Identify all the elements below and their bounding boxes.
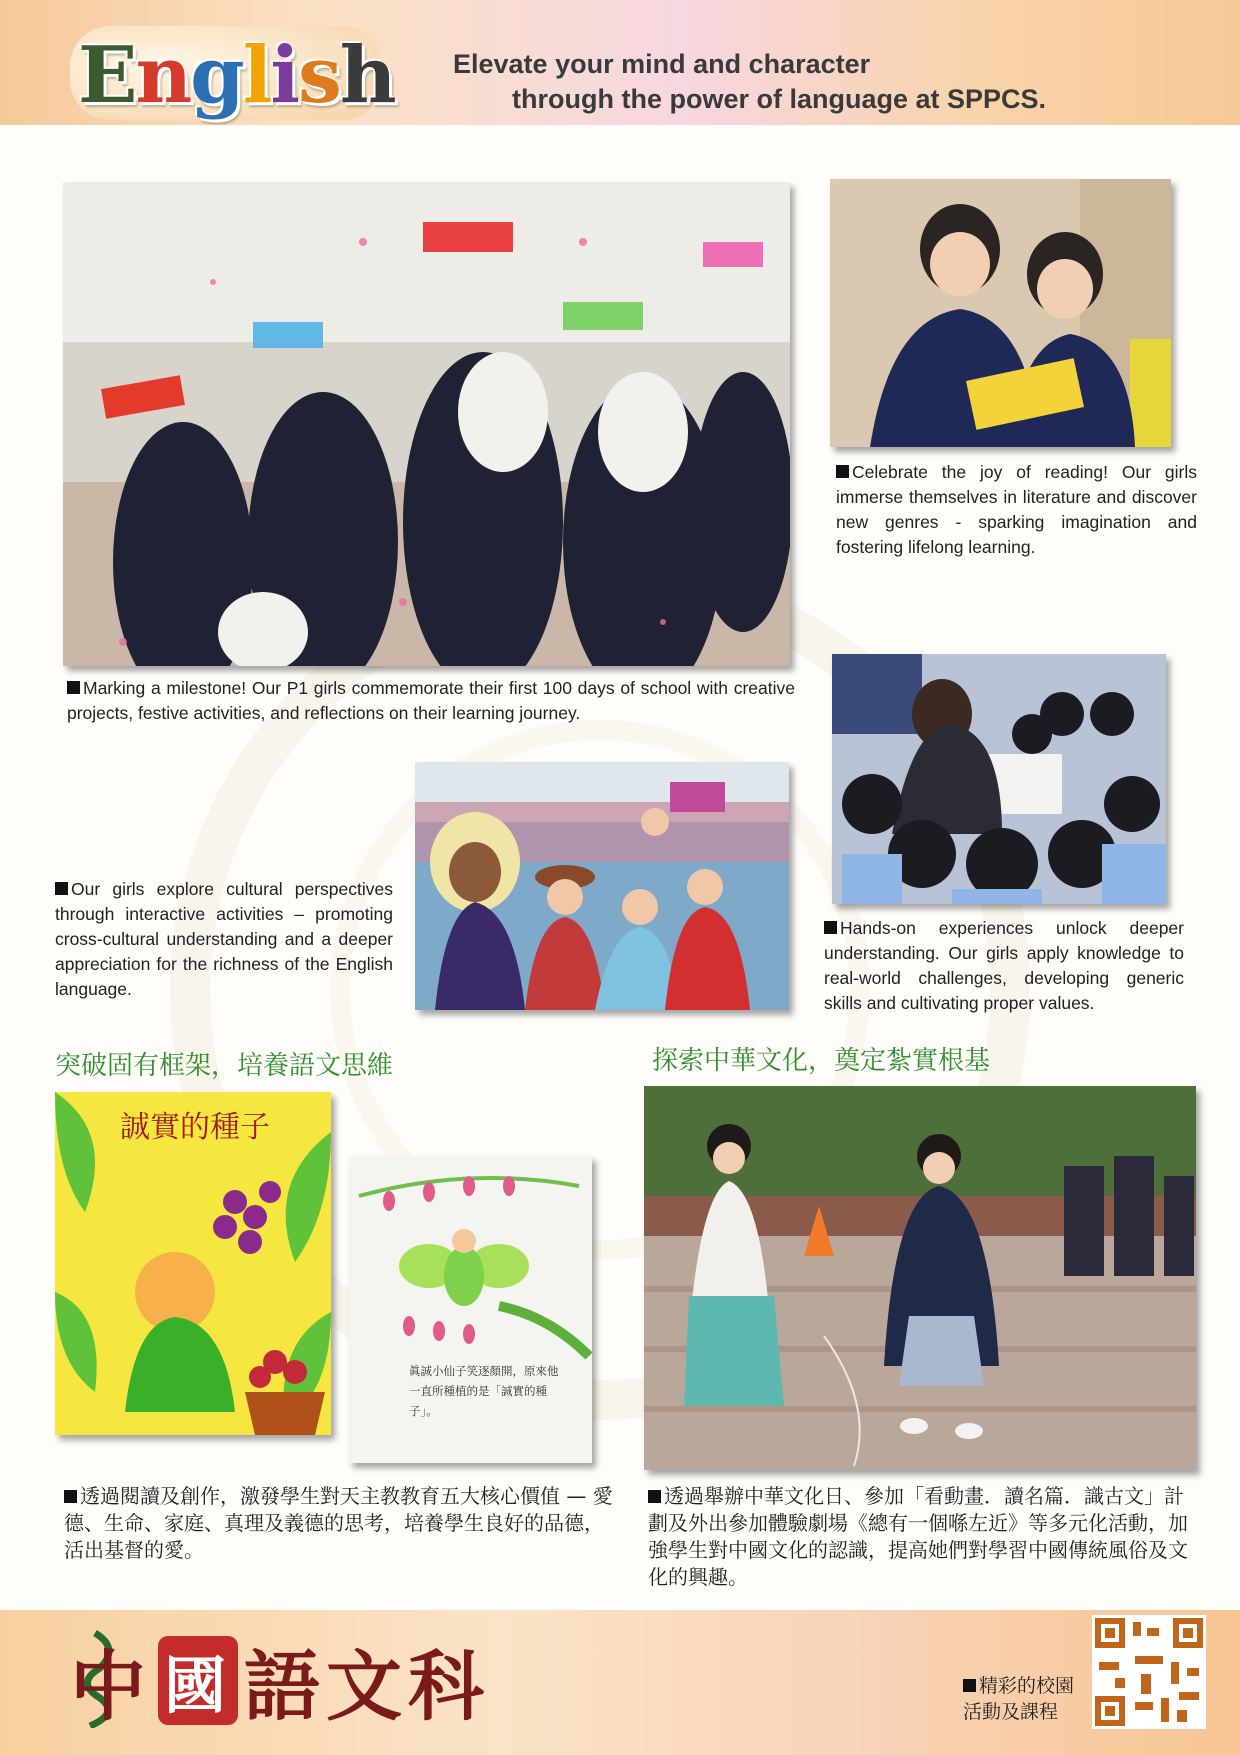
caption-hands-on: Hands-on experiences unlock deeper understanding. Our girls apply knowledge to real-world challenges, developing generic skills and cultivating proper values.: [824, 918, 1184, 1013]
caption-cultural: Our girls explore cultural perspectives through interactive activities – promoting cross-cultural understanding and a deeper appreciation for the richness of the English language.: [55, 879, 393, 999]
qr-code[interactable]: [1092, 1615, 1206, 1729]
heading-chinese-right: 探索中華文化，奠定紮實根基: [652, 1046, 991, 1076]
bullet-square-icon: [824, 921, 837, 934]
drawing-fairy: [349, 1156, 592, 1463]
bullet-square-icon: [836, 465, 849, 478]
paragraph-chinese-right: 透過舉辦中華文化日、參加「看動畫．讀名篇．識古文」計劃及外出參加體驗劇場《總有一個喺左近》等多元化活動，加強學生對中國文化的認識，提高她們對學習中國傳統風俗及文化的興趣。: [648, 1484, 1188, 1589]
photo-100-days: [63, 182, 790, 666]
caption-reading: Celebrate the joy of reading! Our girls immerse themselves in literature and discover new genres - sparking imagination and fostering lifelong learning.: [836, 462, 1197, 557]
photo-chinese-culture-day: [644, 1086, 1196, 1470]
drawing-note: 眞誠小仙子笑逐顏開，原來他一直所種植的是「誠實的種子」。: [409, 1364, 559, 1418]
bullet-square-icon: [55, 882, 68, 895]
bullet-square-icon: [963, 1679, 976, 1692]
photo-cultural: [415, 762, 789, 1010]
caption-milestone: Marking a milestone! Our P1 girls commemorate their first 100 days of school with creative projects, festive activities, and reflections on their learning journey.: [67, 678, 795, 723]
bullet-square-icon: [67, 681, 80, 694]
drawing-seed-of-honesty: [55, 1092, 331, 1435]
photo-hands-on: [832, 654, 1166, 904]
tagline-line-1: Elevate your mind and character: [453, 49, 871, 79]
bullet-square-icon: [64, 1490, 77, 1503]
bullet-square-icon: [648, 1490, 661, 1503]
heading-chinese-left: 突破固有框架，培養語文思維: [55, 1051, 394, 1081]
chinese-subject-logo: 中 國 語文科: [70, 1626, 490, 1735]
qr-caption: 精彩的校園 活動及課程: [963, 1675, 1075, 1723]
english-logo: English: [78, 30, 395, 121]
tagline-line-2: through the power of language at SPPCS.: [512, 84, 1047, 114]
photo-reading: [830, 179, 1171, 447]
drawing-title: 誠實的種子: [120, 1110, 270, 1145]
paragraph-chinese-left: 透過閱讀及創作，激發學生對天主教教育五大核心價值 — 愛德、生命、家庭、真理及義德的思考，培養學生良好的品德，活出基督的愛。: [64, 1484, 613, 1562]
